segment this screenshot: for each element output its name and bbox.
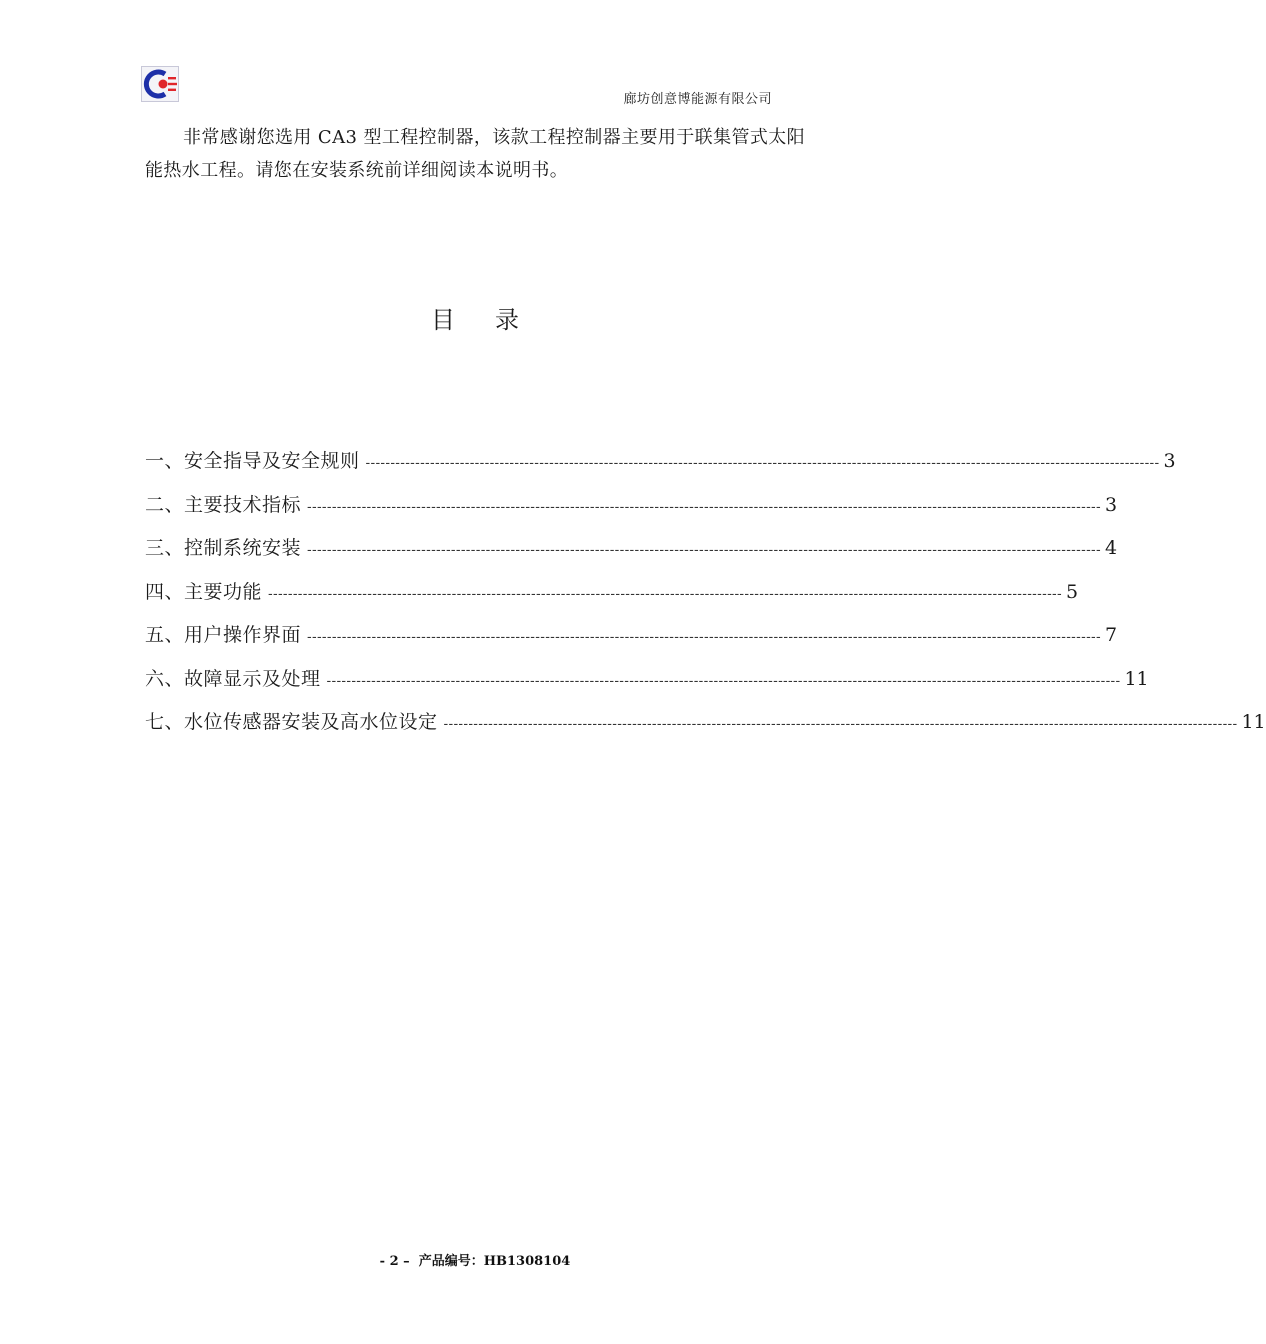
toc-entry[interactable] <box>145 620 1118 664</box>
page-number: - 2 – <box>379 1254 410 1269</box>
toc-dot-leader: ---------------------------------------------------------------------------------------------------------------------------------------------------------------- <box>307 628 1101 644</box>
toc-entry[interactable] <box>145 533 1118 577</box>
toc-dot-leader: ---------------------------------------------------------------------------------------------------------------------------------------------------------------- <box>307 541 1101 557</box>
toc-entry-label: 一、安全指导及安全规则 <box>145 450 360 472</box>
toc-entry-label: 七、水位传感器安装及高水位设定 <box>145 711 438 733</box>
toc-dot-leader: ---------------------------------------------------------------------------------------------------------------------------------------------------------------- <box>443 715 1238 731</box>
company-name: 廊坊创意博能源有限公司 <box>623 92 772 107</box>
toc-entry[interactable] <box>145 490 1118 534</box>
toc-entry-page: 11 <box>1241 711 1266 733</box>
toc-entry-page: 11 <box>1124 667 1149 690</box>
toc-entry-label: 六、故障显示及处理 <box>145 667 321 690</box>
toc-entry[interactable] <box>145 446 1176 490</box>
page-footer <box>0 1250 950 1269</box>
toc-entry-label: 五、用户操作界面 <box>145 624 302 646</box>
table-of-contents <box>145 446 1266 751</box>
toc-title: 目录 <box>431 306 559 334</box>
toc-entry-label: 四、主要功能 <box>145 580 263 603</box>
toc-entry-label: 二、主要技术指标 <box>145 493 302 516</box>
toc-entry-page: 3 <box>1104 493 1118 516</box>
toc-dot-leader: ---------------------------------------------------------------------------------------------------------------------------------------------------------------- <box>268 584 1062 601</box>
toc-entry-page: 7 <box>1104 624 1118 646</box>
toc-entry-label: 三、控制系统安装 <box>145 537 302 559</box>
toc-entry[interactable] <box>145 664 1149 708</box>
toc-entry-page: 3 <box>1163 450 1176 472</box>
toc-dot-leader: ---------------------------------------------------------------------------------------------------------------------------------------------------------------- <box>326 671 1121 688</box>
toc-entry[interactable] <box>145 577 1079 621</box>
toc-entry-page: 5 <box>1065 580 1079 603</box>
company-logo-icon <box>141 66 179 102</box>
toc-dot-leader: ---------------------------------------------------------------------------------------------------------------------------------------------------------------- <box>365 454 1160 470</box>
toc-entry[interactable] <box>145 707 1266 751</box>
product-code: HB1308104 <box>483 1254 571 1269</box>
product-code-label: 产品编号： <box>418 1254 484 1269</box>
toc-entry-page: 4 <box>1104 537 1118 559</box>
toc-dot-leader: ---------------------------------------------------------------------------------------------------------------------------------------------------------------- <box>307 497 1101 514</box>
intro-paragraph: 非常感谢您选用 CA3 型工程控制器，该款工程控制器主要用于联集管式太阳能热水工程。请您在安装系统前详细阅读本说明书。 <box>145 127 806 181</box>
